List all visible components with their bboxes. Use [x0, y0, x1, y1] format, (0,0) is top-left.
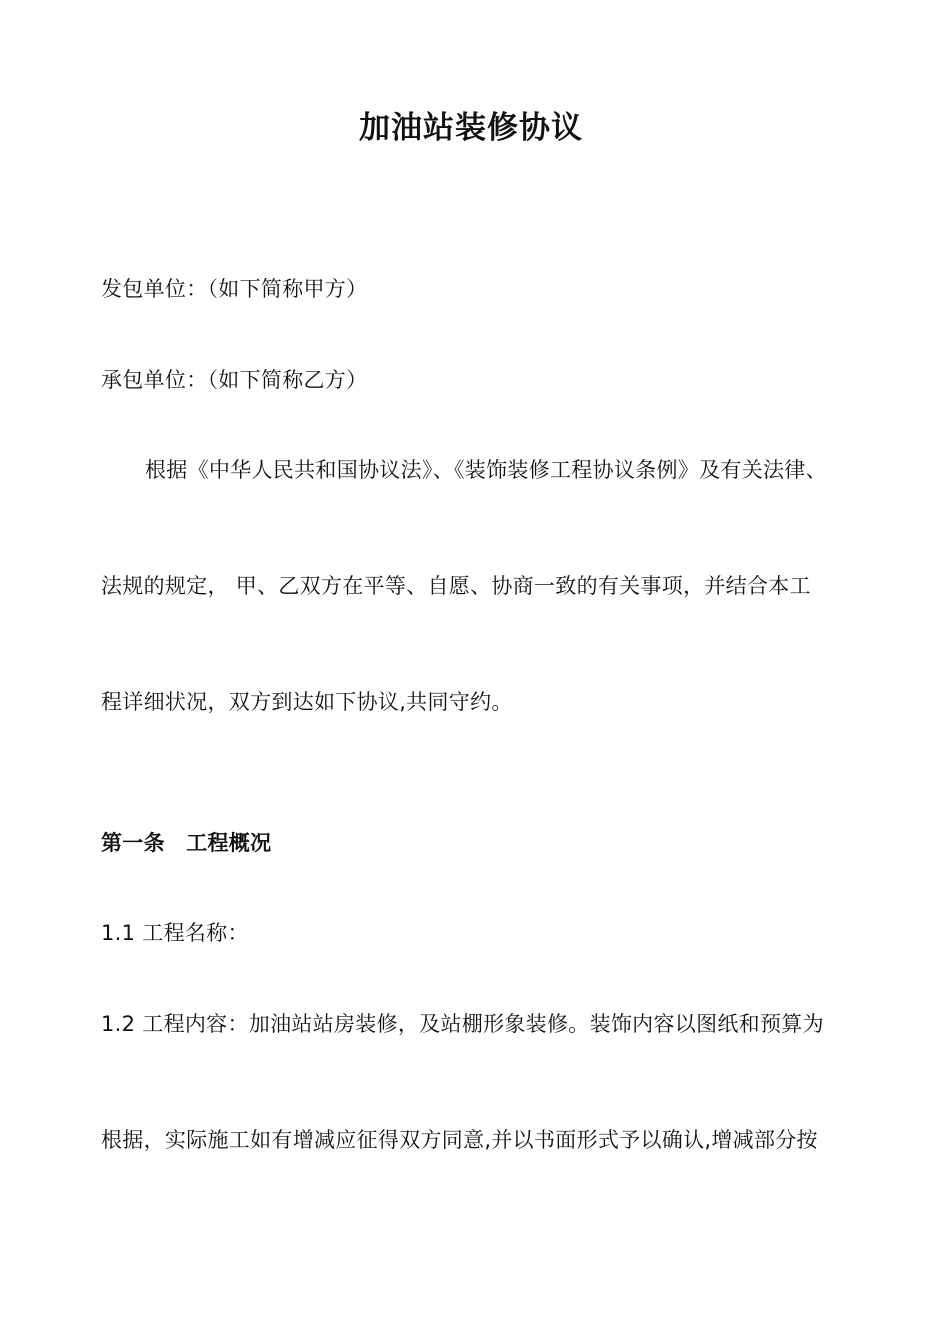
section-1-heading: 第一条 工程概况	[101, 831, 272, 855]
preamble-line-2: 法规的规定， 甲、乙双方在平等、自愿、协商一致的有关事项，并结合本工	[101, 574, 811, 598]
party-a-line: 发包单位：（如下简称甲方）	[101, 277, 368, 301]
item-1-2-line-2: 根据，实际施工如有增减应征得双方同意,并以书面形式予以确认,增减部分按	[101, 1128, 818, 1152]
preamble-line-3: 程详细状况，双方到达如下协议,共同守约。	[101, 690, 513, 714]
preamble-line-1: 根据《中华人民共和国协议法》、《装饰装修工程协议条例》及有关法律、	[145, 458, 827, 482]
item-1-2-line-1: 1.2 工程内容：加油站站房装修，及站棚形象装修。装饰内容以图纸和预算为	[101, 1012, 824, 1036]
party-b-line: 承包单位：（如下简称乙方）	[101, 368, 368, 392]
document-title: 加油站装修协议	[359, 110, 583, 146]
item-1-1: 1.1 工程名称：	[101, 921, 249, 945]
